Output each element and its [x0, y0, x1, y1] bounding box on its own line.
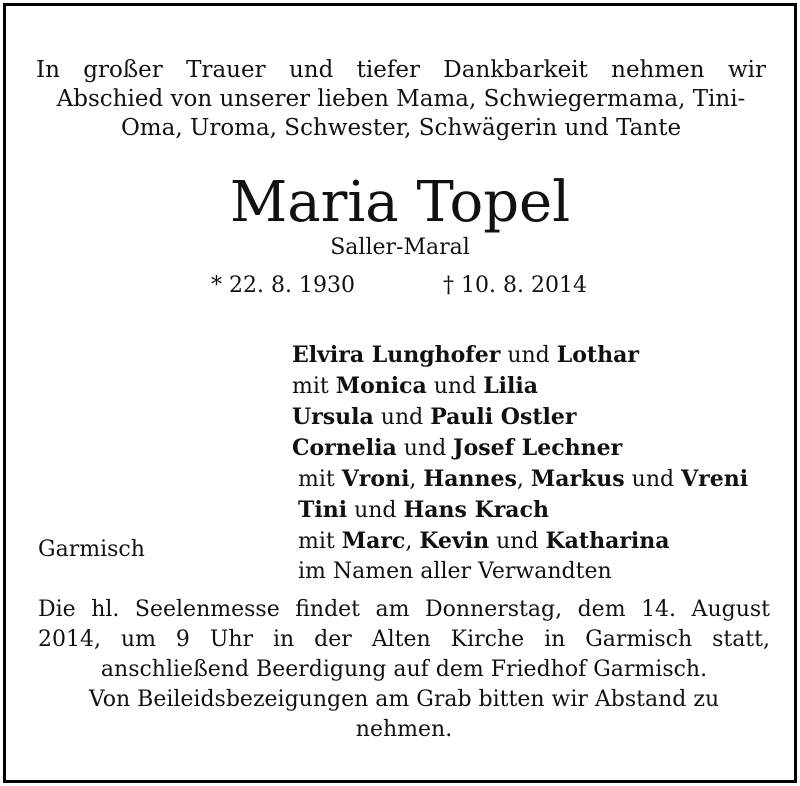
connector-text: und [624, 467, 682, 492]
service-announcement [38, 595, 770, 745]
mourner-name: Kevin [419, 528, 490, 554]
place-name: Garmisch [38, 537, 145, 562]
mourner-name: Josef Lechner [453, 435, 623, 461]
mourner-name: Lilia [483, 373, 538, 399]
intro-line-2: Abschied von unserer lieben Mama, Schwiegermama, Tini- [56, 86, 746, 112]
mourner-name: Ursula [292, 404, 374, 430]
connector-text: , [409, 467, 424, 492]
mourner-row [292, 402, 748, 433]
mourner-name: Monica [335, 373, 427, 399]
mourner-row [292, 433, 748, 464]
connector-text: , [405, 529, 420, 554]
service-line-5: nehmen. [355, 717, 453, 742]
mourner-name: Marc [341, 528, 406, 554]
intro-line-3: Oma, Uroma, Schwester, Schwägerin und Tante [120, 115, 682, 141]
mourner-name: Hans Krach [403, 497, 549, 523]
birth-date: * 22. 8. 1930 [211, 273, 355, 298]
service-line-2: 2014, um 9 Uhr in der Alten Kirche in Garmisch statt, [38, 627, 770, 652]
mourner-name: Katharina [545, 528, 670, 554]
connector-text: mit [298, 529, 342, 554]
relatives-line: im Namen aller Verwandten [298, 559, 612, 584]
connector-text: und [489, 529, 546, 554]
mourner-name: Vreni [681, 466, 749, 492]
mourner-row [292, 464, 748, 495]
mourner-row [292, 340, 748, 371]
deceased-name: Maria Topel [229, 170, 571, 235]
mourner-name: Tini [298, 497, 348, 523]
mourner-row [292, 371, 748, 402]
connector-text: und [500, 343, 557, 368]
connector-text: mit [292, 374, 336, 399]
mourner-row [292, 526, 748, 557]
intro-text [36, 56, 766, 143]
mourner-name: Markus [530, 466, 625, 492]
mourner-name: Pauli Ostler [430, 404, 577, 430]
service-line-1: Die hl. Seelenmesse findet am Donnerstag, dem 14. August [38, 597, 770, 622]
connector-text: , [516, 467, 531, 492]
mourner-name: Vroni [341, 466, 410, 492]
service-line-4: Von Beileidsbezeigungen am Grab bitten wir Abstand zu [88, 687, 720, 712]
mourners-list [292, 340, 748, 587]
intro-line-1: In großer Trauer und tiefer Dankbarkeit nehmen wir [36, 57, 766, 83]
mourner-name: Hannes [423, 466, 517, 492]
mourner-name: Cornelia [292, 435, 397, 461]
maiden-name: Saller-Maral [330, 235, 470, 260]
connector-text: und [347, 498, 404, 523]
mourner-name: Lothar [556, 342, 639, 368]
connector-text: mit [298, 467, 342, 492]
death-date: † 10. 8. 2014 [443, 273, 587, 298]
obituary-notice [3, 3, 797, 783]
service-line-3: anschließend Beerdigung auf dem Friedhof Garmisch. [100, 657, 708, 682]
mourner-row [292, 495, 748, 526]
mourner-name: Elvira Lunghofer [292, 342, 501, 368]
connector-text: und [396, 436, 454, 461]
connector-text: und [373, 405, 431, 430]
connector-text: und [426, 374, 484, 399]
